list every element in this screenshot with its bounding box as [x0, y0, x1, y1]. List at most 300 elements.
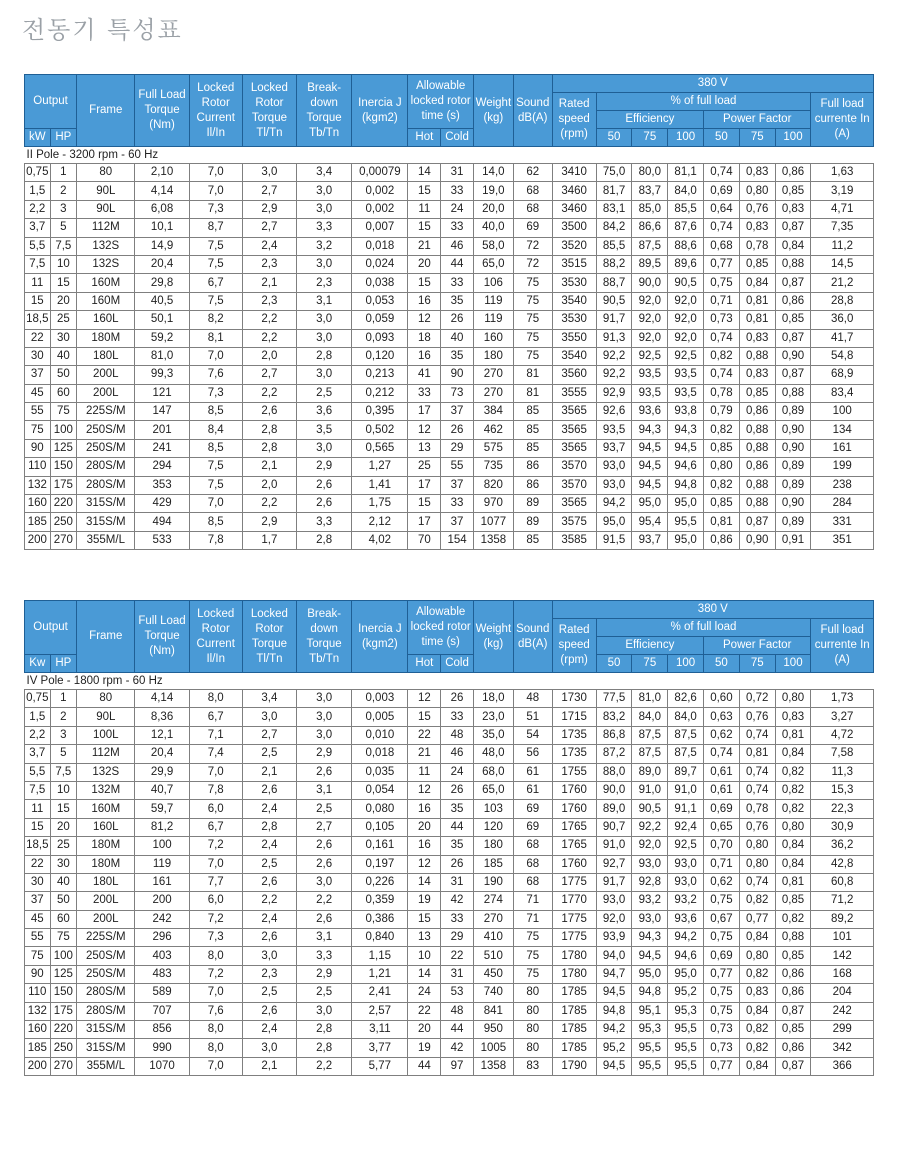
- table-cell: 95,0: [668, 495, 704, 513]
- table-cell: 12: [408, 690, 441, 708]
- table-cell: 84,0: [668, 708, 704, 726]
- table-cell: 2,0: [242, 347, 296, 365]
- table-cell: 3410: [552, 164, 596, 182]
- hot-header: Hot: [408, 655, 441, 673]
- table-cell: 44: [441, 255, 474, 273]
- table-cell: 26: [441, 311, 474, 329]
- table-cell: 95,5: [668, 1057, 704, 1075]
- table-cell: 0,226: [352, 873, 408, 891]
- table-cell: 1785: [552, 1021, 596, 1039]
- table-cell: 0,69: [704, 947, 740, 965]
- table-cell: 22: [25, 329, 51, 347]
- table-cell: 112M: [77, 745, 135, 763]
- table-cell: 92,8: [632, 873, 668, 891]
- table-cell: 2,3: [242, 292, 296, 310]
- table-cell: 2,4: [242, 1021, 296, 1039]
- table-cell: 3550: [552, 329, 596, 347]
- table-cell: 89,6: [668, 255, 704, 273]
- table-cell: 200: [135, 892, 189, 910]
- breakdown-torque-header: Break-down Torque Tb/Tn: [297, 601, 352, 673]
- table-cell: 81,7: [596, 182, 632, 200]
- table-cell: 94,5: [632, 439, 668, 457]
- table-cell: 3,0: [297, 1002, 352, 1020]
- table-cell: 83,4: [811, 384, 874, 402]
- table-cell: 0,395: [352, 403, 408, 421]
- table-cell: 160M: [77, 274, 135, 292]
- table-cell: 0,74: [704, 366, 740, 384]
- table-cell: 3,3: [297, 947, 352, 965]
- table-cell: 1,7: [242, 531, 296, 549]
- table-cell: 23,0: [473, 708, 513, 726]
- table-cell: 7,6: [189, 1002, 242, 1020]
- table-cell: 160: [25, 495, 51, 513]
- table-cell: 0,80: [739, 182, 775, 200]
- full-load-current-header: Full load currente In (A): [811, 93, 874, 147]
- table-cell: 75: [50, 929, 77, 947]
- table-row: [25, 818, 874, 836]
- table-cell: 5,77: [352, 1057, 408, 1075]
- table-cell: 60,8: [811, 873, 874, 891]
- table-cell: 2,1: [242, 763, 296, 781]
- hp-header: HP: [50, 655, 77, 673]
- table-cell: 100: [50, 421, 77, 439]
- table-cell: 15: [25, 292, 51, 310]
- table-cell: 7,1: [189, 726, 242, 744]
- table-cell: 95,0: [632, 495, 668, 513]
- table-cell: 95,4: [632, 513, 668, 531]
- table-cell: 80: [77, 690, 135, 708]
- table-cell: 2,8: [242, 818, 296, 836]
- table-cell: 95,1: [632, 1002, 668, 1020]
- table-cell: 21,2: [811, 274, 874, 292]
- table-cell: 8,36: [135, 708, 189, 726]
- table-cell: 87,6: [668, 219, 704, 237]
- table-cell: 33: [441, 708, 474, 726]
- table-cell: 0,80: [739, 947, 775, 965]
- table-cell: 3,11: [352, 1021, 408, 1039]
- table-cell: 0,85: [775, 182, 811, 200]
- table-cell: 1765: [552, 818, 596, 836]
- table-cell: 71: [513, 910, 552, 928]
- table-cell: 8,5: [189, 439, 242, 457]
- table-cell: 1785: [552, 1002, 596, 1020]
- table-cell: 81,0: [632, 690, 668, 708]
- table-cell: 92,2: [596, 366, 632, 384]
- table-row: [25, 366, 874, 384]
- table-cell: 0,74: [704, 219, 740, 237]
- table-cell: 94,5: [632, 476, 668, 494]
- cold-header: Cold: [441, 129, 474, 147]
- table-cell: 6,0: [189, 892, 242, 910]
- table-cell: 72: [513, 237, 552, 255]
- table-cell: 112M: [77, 219, 135, 237]
- rated-speed-header: Rated speed (rpm): [552, 93, 596, 147]
- table-cell: 0,84: [739, 929, 775, 947]
- table-cell: 160L: [77, 818, 135, 836]
- table-cell: 92,5: [668, 837, 704, 855]
- table-cell: 0,74: [704, 329, 740, 347]
- table-cell: 100: [135, 837, 189, 855]
- table-cell: 220: [50, 1021, 77, 1039]
- frame-header: Frame: [77, 75, 135, 147]
- table-cell: 8,5: [189, 403, 242, 421]
- table-cell: 3570: [552, 476, 596, 494]
- table-cell: 0,89: [775, 513, 811, 531]
- table-cell: 50,1: [135, 311, 189, 329]
- table-cell: 44: [408, 1057, 441, 1075]
- table-cell: 3560: [552, 366, 596, 384]
- eff-50-header: 50: [596, 129, 632, 147]
- table-cell: 26: [441, 781, 474, 799]
- table-cell: 11: [408, 763, 441, 781]
- table-cell: 12: [408, 855, 441, 873]
- table-cell: 180L: [77, 873, 135, 891]
- table-cell: 2,1: [242, 458, 296, 476]
- table-cell: 10: [50, 781, 77, 799]
- efficiency-header: Efficiency: [596, 111, 703, 129]
- table-cell: 8,0: [189, 1021, 242, 1039]
- table-cell: 0,81: [739, 745, 775, 763]
- table-cell: 0,71: [704, 292, 740, 310]
- table-cell: 94,5: [632, 947, 668, 965]
- table-cell: 0,85: [775, 1021, 811, 1039]
- table-cell: 75: [513, 929, 552, 947]
- table-cell: 30: [25, 873, 51, 891]
- table-cell: 3,0: [242, 708, 296, 726]
- table-cell: 353: [135, 476, 189, 494]
- table-cell: 17: [408, 403, 441, 421]
- table-cell: 29,8: [135, 274, 189, 292]
- table-cell: 41: [408, 366, 441, 384]
- table-cell: 3565: [552, 495, 596, 513]
- table-cell: 36,2: [811, 837, 874, 855]
- table-cell: 20: [50, 292, 77, 310]
- table-cell: 92,0: [668, 329, 704, 347]
- table-cell: 35,0: [473, 726, 513, 744]
- table-cell: 0,62: [704, 726, 740, 744]
- table-cell: 7,0: [189, 347, 242, 365]
- table-cell: 3,4: [297, 164, 352, 182]
- table-cell: 410: [473, 929, 513, 947]
- table-cell: 200L: [77, 384, 135, 402]
- table-cell: 36,0: [811, 311, 874, 329]
- table-cell: 94,6: [668, 947, 704, 965]
- weight-header: Weight (kg): [473, 75, 513, 147]
- table-cell: 0,75: [25, 164, 51, 182]
- table-cell: 26: [441, 421, 474, 439]
- table-row: [25, 384, 874, 402]
- table-cell: 7,2: [189, 965, 242, 983]
- table-cell: 2: [50, 182, 77, 200]
- table-cell: 75: [513, 965, 552, 983]
- table-cell: 83,7: [632, 182, 668, 200]
- table-cell: 0,81: [704, 513, 740, 531]
- table-cell: 0,74: [739, 781, 775, 799]
- table-cell: 7,8: [189, 781, 242, 799]
- table-cell: 20,0: [473, 200, 513, 218]
- table-cell: 0,88: [775, 929, 811, 947]
- table-cell: 87,5: [632, 726, 668, 744]
- table-cell: 1,41: [352, 476, 408, 494]
- table-cell: 30,9: [811, 818, 874, 836]
- table-cell: 3,0: [297, 182, 352, 200]
- table-cell: 68,9: [811, 366, 874, 384]
- table-row: [25, 182, 874, 200]
- table-cell: 7,0: [189, 855, 242, 873]
- table-cell: 2,3: [297, 274, 352, 292]
- table-cell: 7,8: [189, 531, 242, 549]
- table-cell: 33: [441, 219, 474, 237]
- table-cell: 7,5: [189, 237, 242, 255]
- table-row: [25, 458, 874, 476]
- table-cell: 86: [513, 458, 552, 476]
- table-cell: 3,0: [297, 726, 352, 744]
- table-cell: 0,80: [775, 690, 811, 708]
- table-cell: 384: [473, 403, 513, 421]
- table-cell: 0,62: [704, 873, 740, 891]
- table-cell: 225S/M: [77, 929, 135, 947]
- hp-header: HP: [50, 129, 77, 147]
- table-cell: 93,0: [632, 855, 668, 873]
- table-cell: 80: [513, 984, 552, 1002]
- table-cell: 37: [441, 513, 474, 531]
- pf-50-header: 50: [704, 655, 740, 673]
- table-cell: 7,0: [189, 164, 242, 182]
- weight-header: Weight (kg): [473, 601, 513, 673]
- table-cell: 0,74: [739, 873, 775, 891]
- table-cell: 95,5: [668, 1039, 704, 1057]
- table-cell: 270: [50, 1057, 77, 1075]
- table-row: [25, 837, 874, 855]
- table-cell: 33: [441, 274, 474, 292]
- table-cell: 7,5: [50, 237, 77, 255]
- table-cell: 90L: [77, 200, 135, 218]
- table-cell: 68: [513, 200, 552, 218]
- table-cell: 90: [25, 965, 51, 983]
- table-cell: 160M: [77, 800, 135, 818]
- table-cell: 0,87: [775, 329, 811, 347]
- cold-header: Cold: [441, 655, 474, 673]
- table-cell: 2,3: [242, 255, 296, 273]
- table-cell: 18,0: [473, 690, 513, 708]
- table-cell: 6,08: [135, 200, 189, 218]
- table-cell: 22: [408, 726, 441, 744]
- table-cell: 11: [25, 800, 51, 818]
- table-cell: 2,8: [297, 531, 352, 549]
- table-cell: 94,8: [596, 1002, 632, 1020]
- table-cell: 200: [25, 531, 51, 549]
- table-cell: 92,7: [596, 855, 632, 873]
- table-cell: 2,3: [242, 965, 296, 983]
- table-cell: 0,359: [352, 892, 408, 910]
- table-cell: 92,5: [632, 347, 668, 365]
- table-cell: 8,2: [189, 311, 242, 329]
- table-cell: 0,86: [739, 403, 775, 421]
- table-cell: 89: [513, 495, 552, 513]
- table-cell: 200L: [77, 366, 135, 384]
- table-cell: 296: [135, 929, 189, 947]
- table-cell: 180L: [77, 347, 135, 365]
- table-cell: 1358: [473, 531, 513, 549]
- table-cell: 0,024: [352, 255, 408, 273]
- table-cell: 22: [441, 947, 474, 965]
- table-cell: 3,3: [297, 219, 352, 237]
- eff-100-header: 100: [668, 655, 704, 673]
- table-cell: 120: [473, 818, 513, 836]
- table-cell: 12: [408, 781, 441, 799]
- table-cell: 92,0: [668, 311, 704, 329]
- table-cell: 68: [513, 855, 552, 873]
- locked-rotor-current-header: Locked Rotor Current Il/In: [189, 601, 242, 673]
- table-cell: 85,5: [668, 200, 704, 218]
- table-cell: 119: [135, 855, 189, 873]
- table-cell: 1785: [552, 1039, 596, 1057]
- table-cell: 0,093: [352, 329, 408, 347]
- table-cell: 24: [408, 984, 441, 1002]
- table-cell: 0,82: [775, 800, 811, 818]
- table-cell: 0,79: [704, 403, 740, 421]
- table-cell: 7,0: [189, 1057, 242, 1075]
- table-cell: 180M: [77, 329, 135, 347]
- table-cell: 94,5: [632, 458, 668, 476]
- pf-75-header: 75: [739, 655, 775, 673]
- table-cell: 7,5: [189, 292, 242, 310]
- table-cell: 0,73: [704, 1021, 740, 1039]
- table-row: [25, 929, 874, 947]
- table-cell: 0,84: [739, 1057, 775, 1075]
- table-cell: 93,7: [632, 531, 668, 549]
- table-cell: 3565: [552, 403, 596, 421]
- table-cell: 53: [441, 984, 474, 1002]
- table-cell: 26: [441, 855, 474, 873]
- table-cell: 19: [408, 1039, 441, 1057]
- spec-table-2-pole: [24, 74, 874, 550]
- table-row: [25, 873, 874, 891]
- table-cell: 71,2: [811, 892, 874, 910]
- table-cell: 81: [513, 384, 552, 402]
- table-cell: 0,038: [352, 274, 408, 292]
- table-cell: 0,88: [775, 384, 811, 402]
- table-cell: 100: [811, 403, 874, 421]
- table-cell: 2,2: [242, 892, 296, 910]
- table-cell: 0,85: [704, 495, 740, 513]
- table-cell: 42: [441, 1039, 474, 1057]
- table-cell: 250S/M: [77, 947, 135, 965]
- table-row: [25, 255, 874, 273]
- table-cell: 3530: [552, 311, 596, 329]
- table-cell: 180: [473, 347, 513, 365]
- pf-50-header: 50: [704, 129, 740, 147]
- pf-100-header: 100: [775, 129, 811, 147]
- table-cell: 20,4: [135, 255, 189, 273]
- table-cell: 0,83: [739, 164, 775, 182]
- table-cell: 48: [441, 726, 474, 744]
- table-cell: 0,197: [352, 855, 408, 873]
- table-cell: 0,82: [739, 892, 775, 910]
- table-cell: 0,840: [352, 929, 408, 947]
- table-cell: 16: [408, 837, 441, 855]
- table-cell: 7,3: [189, 200, 242, 218]
- table-cell: 71: [513, 892, 552, 910]
- table-cell: 0,65: [704, 818, 740, 836]
- table-cell: 280S/M: [77, 458, 135, 476]
- table-cell: 3,0: [297, 708, 352, 726]
- table-cell: 95,0: [632, 965, 668, 983]
- table-cell: 2,57: [352, 1002, 408, 1020]
- table-cell: 0,002: [352, 200, 408, 218]
- voltage-header: 380 V: [552, 601, 873, 619]
- table-cell: 22: [408, 1002, 441, 1020]
- table-row: [25, 781, 874, 799]
- table-cell: 3555: [552, 384, 596, 402]
- table-cell: 3,1: [297, 929, 352, 947]
- table-cell: 16: [408, 347, 441, 365]
- table-cell: 51: [513, 708, 552, 726]
- table-cell: 2,6: [242, 929, 296, 947]
- table-cell: 1,5: [25, 182, 51, 200]
- table-cell: 2,0: [242, 476, 296, 494]
- table-cell: 10: [50, 255, 77, 273]
- table-cell: 185: [25, 1039, 51, 1057]
- table-cell: 90L: [77, 182, 135, 200]
- table-cell: 2,4: [242, 237, 296, 255]
- table-cell: 8,1: [189, 329, 242, 347]
- table-cell: 2,9: [242, 513, 296, 531]
- table-cell: 42: [441, 892, 474, 910]
- table-cell: 89,5: [632, 255, 668, 273]
- table-cell: 94,2: [668, 929, 704, 947]
- table-cell: 2,9: [297, 458, 352, 476]
- table-cell: 3540: [552, 347, 596, 365]
- table-cell: 89,2: [811, 910, 874, 928]
- table-cell: 0,71: [704, 855, 740, 873]
- table-cell: 92,2: [632, 818, 668, 836]
- table-cell: 1785: [552, 984, 596, 1002]
- table-cell: 95,2: [596, 1039, 632, 1057]
- table-cell: 94,3: [668, 421, 704, 439]
- table-cell: 2,5: [242, 855, 296, 873]
- table-cell: 86,6: [632, 219, 668, 237]
- table-cell: 1760: [552, 855, 596, 873]
- table-cell: 60: [50, 910, 77, 928]
- table-cell: 19,0: [473, 182, 513, 200]
- table-cell: 99,3: [135, 366, 189, 384]
- table-cell: 44: [441, 818, 474, 836]
- table-cell: 1077: [473, 513, 513, 531]
- table-cell: 0,88: [775, 255, 811, 273]
- table-cell: 14: [408, 164, 441, 182]
- table-cell: 94,8: [668, 476, 704, 494]
- table-row: [25, 1021, 874, 1039]
- table-cell: 93,5: [632, 384, 668, 402]
- table-cell: 10,1: [135, 219, 189, 237]
- table-cell: 315S/M: [77, 1039, 135, 1057]
- table-cell: 1755: [552, 763, 596, 781]
- table-cell: 48: [441, 1002, 474, 1020]
- table-cell: 30: [50, 855, 77, 873]
- table-row: [25, 439, 874, 457]
- table-cell: 56: [513, 745, 552, 763]
- table-cell: 450: [473, 965, 513, 983]
- table-cell: 280S/M: [77, 1002, 135, 1020]
- table-cell: 4,14: [135, 690, 189, 708]
- table-cell: 1715: [552, 708, 596, 726]
- sound-header: Sound dB(A): [513, 601, 552, 673]
- table-cell: 68: [513, 873, 552, 891]
- table-cell: 12,1: [135, 726, 189, 744]
- table-cell: 242: [135, 910, 189, 928]
- table-cell: 2,4: [242, 910, 296, 928]
